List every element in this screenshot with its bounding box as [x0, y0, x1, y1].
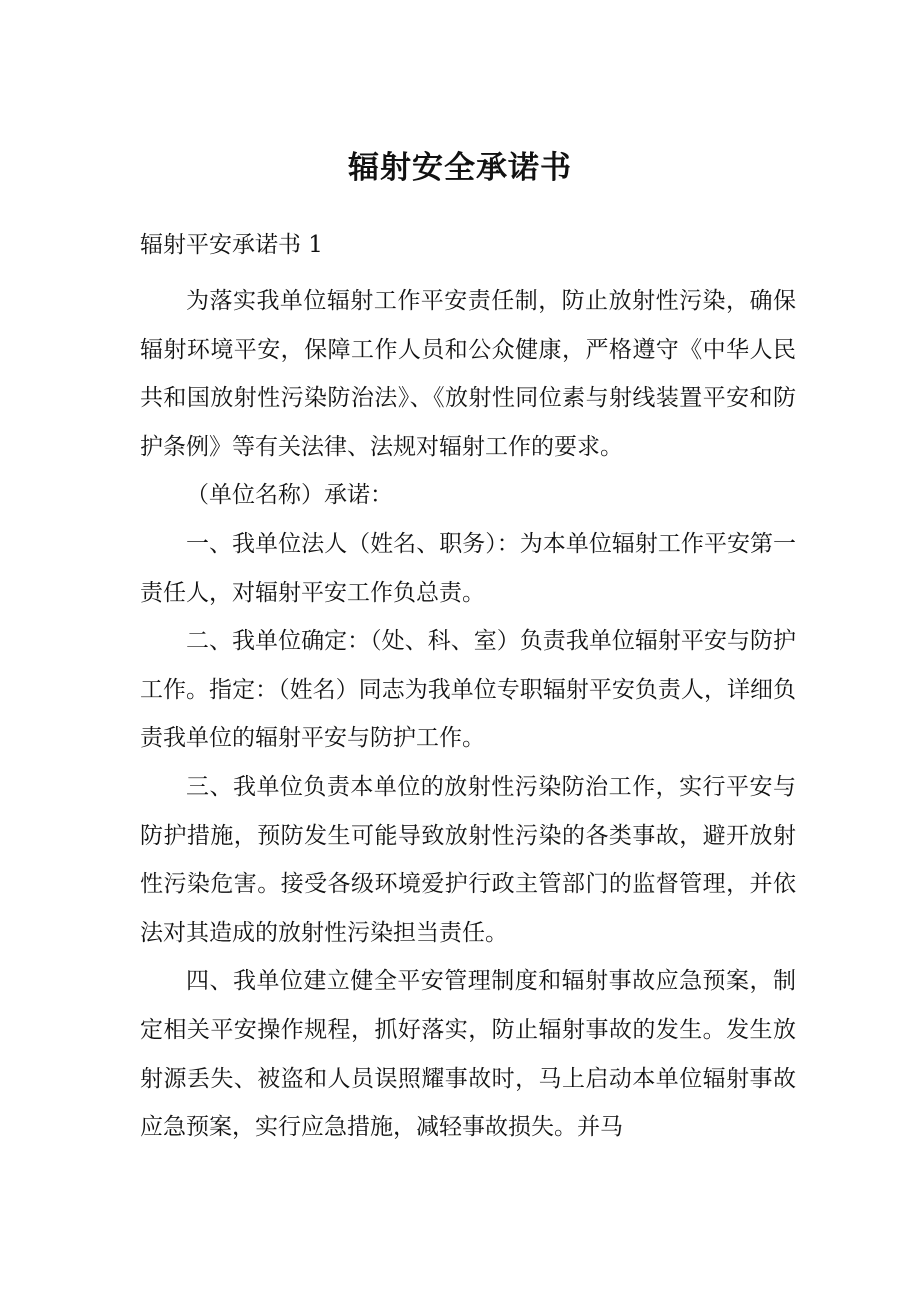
paragraph-intro: 为落实我单位辐射工作平安责任制，防止放射性污染，确保辐射环境平安，保障工作人员和公众健康，严格遵守《中华人民共和国放射性污染防治法》、《放射性同位素与射线装置平安和防护条例》等有关法律、法规对辐射工作的要求。 — [140, 288, 796, 460]
paragraph-unit-promise: （单位名称）承诺： — [186, 482, 393, 509]
paragraph-item-4: 四、我单位建立健全平安管理制度和辐射事故应急预案，制定相关平安操作规程，抓好落实，防止辐射事故的发生。发生放射源丢失、被盗和人员误照耀事故时，马上启动本单位辐射事故应急预案，实行应急措施，减轻事故损失。并马 — [140, 968, 796, 1141]
document-body — [140, 277, 796, 1152]
document-title: 辐射安全承诺书 — [348, 150, 572, 186]
paragraph-item-2: 二、我单位确定：（处、科、室）负责我单位辐射平安与防护工作。指定：（姓名）同志为我单位专职辐射平安负责人，详细负责我单位的辐射平安与防护工作。 — [140, 628, 796, 752]
paragraph-item-1: 一、我单位法人（姓名、职务）：为本单位辐射工作平安第一责任人，对辐射平安工作负总责。 — [140, 530, 796, 606]
paragraph-item-3: 三、我单位负责本单位的放射性污染防治工作，实行平安与防护措施，预防发生可能导致放射性污染的各类事故，避开放射性污染危害。接受各级环境爱护行政主管部门的监督管理，并依法对其造成的放射性污染担当责任。 — [140, 773, 796, 946]
document-subtitle: 辐射平安承诺书 1 — [140, 232, 323, 258]
